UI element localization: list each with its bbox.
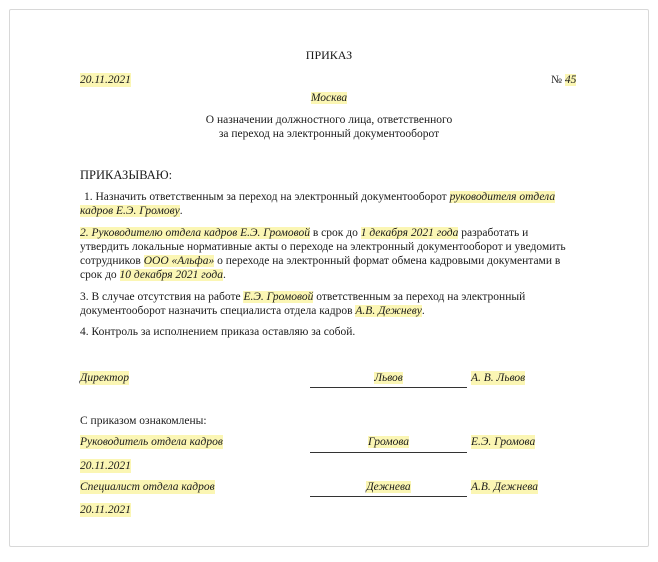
item-2-end: . xyxy=(222,269,226,281)
item-1-highlight-2: кадров Е.Э. Громову xyxy=(80,205,180,217)
item-2-text-b: в срок до xyxy=(309,227,361,239)
item-1-line-1 xyxy=(84,190,555,204)
director-position: Директор xyxy=(80,372,129,384)
item-2-text-d: сотрудников xyxy=(80,255,144,267)
item-3-line-2 xyxy=(80,304,425,318)
item-4: 4. Контроль за исполнением приказа оставляю за собой. xyxy=(80,326,356,338)
item-2-highlight-2: 1 декабря 2021 года xyxy=(360,227,459,239)
subject-line-2: за переход на электронный документооборот xyxy=(218,128,440,140)
number-value: 45 xyxy=(564,74,577,86)
doc-date: 20.11.2021 xyxy=(80,74,131,86)
item-1-highlight: руководителя отдела xyxy=(449,191,556,203)
item-3-highlight-2: А.В. Дежневу xyxy=(355,305,422,317)
item-2-line-4 xyxy=(80,268,226,282)
order-word: ПРИКАЗЫВАЮ: xyxy=(80,168,173,182)
head-sign xyxy=(310,435,467,449)
item-1-text: 1. Назначить ответственным за переход на электронный документооборот xyxy=(84,191,450,203)
item-2-line-3 xyxy=(80,254,560,268)
item-3-text-a: 3. В случае отсутствия на работе xyxy=(80,291,244,303)
spec-sign-text: Дежнева xyxy=(366,481,411,493)
item-2-text-f: срок до xyxy=(80,269,120,281)
item-2-highlight-4: 10 декабря 2021 года xyxy=(119,269,223,281)
director-sign-text: Львов xyxy=(374,372,403,384)
spec-sign-line xyxy=(310,496,467,497)
number-label: № xyxy=(551,74,562,86)
doc-number xyxy=(551,73,576,87)
spec-sign xyxy=(310,480,467,494)
item-2-line-1 xyxy=(80,226,528,240)
item-2-text-e: о переходе на электронный формат обмена кадровыми документами в xyxy=(214,255,561,267)
head-date: 20.11.2021 xyxy=(80,460,131,472)
subject-line-1: О назначении должностного лица, ответственного xyxy=(205,114,453,126)
doc-title: ПРИКАЗ xyxy=(305,48,353,62)
head-sign-line xyxy=(310,452,467,453)
spec-position: Специалист отдела кадров xyxy=(80,481,215,493)
director-sign-line xyxy=(310,387,467,388)
spec-date: 20.11.2021 xyxy=(80,504,131,516)
item-2-highlight-1: 2. Руководителю отдела кадров Е.Э. Громовой xyxy=(80,227,310,239)
spec-name: А.В. Дежнева xyxy=(471,481,538,493)
doc-city xyxy=(0,91,658,105)
acquainted-label: С приказом ознакомлены: xyxy=(80,415,207,427)
city-value: Москва xyxy=(310,92,348,104)
director-sign xyxy=(310,371,467,385)
item-1-line-2 xyxy=(80,204,183,218)
item-3-end: . xyxy=(421,305,425,317)
item-3-line-1 xyxy=(80,290,525,304)
item-2-highlight-3: ООО «Альфа» xyxy=(143,255,215,267)
item-1-end: . xyxy=(179,205,183,217)
item-2-line-2: утвердить локальные нормативные акты о переходе на электронный документооборот и уведомить xyxy=(80,241,566,253)
item-3-text-b: ответственным за переход на электронный xyxy=(313,291,526,303)
head-position: Руководитель отдела кадров xyxy=(80,436,223,448)
item-3-text-c: документооборот назначить специалиста отдела кадров xyxy=(80,305,356,317)
head-sign-text: Громова xyxy=(367,436,410,448)
head-name: Е.Э. Громова xyxy=(471,436,536,448)
item-2-text-c: разработать и xyxy=(458,227,529,239)
item-3-highlight-1: Е.Э. Громовой xyxy=(243,291,314,303)
director-name: А. В. Львов xyxy=(471,372,526,384)
